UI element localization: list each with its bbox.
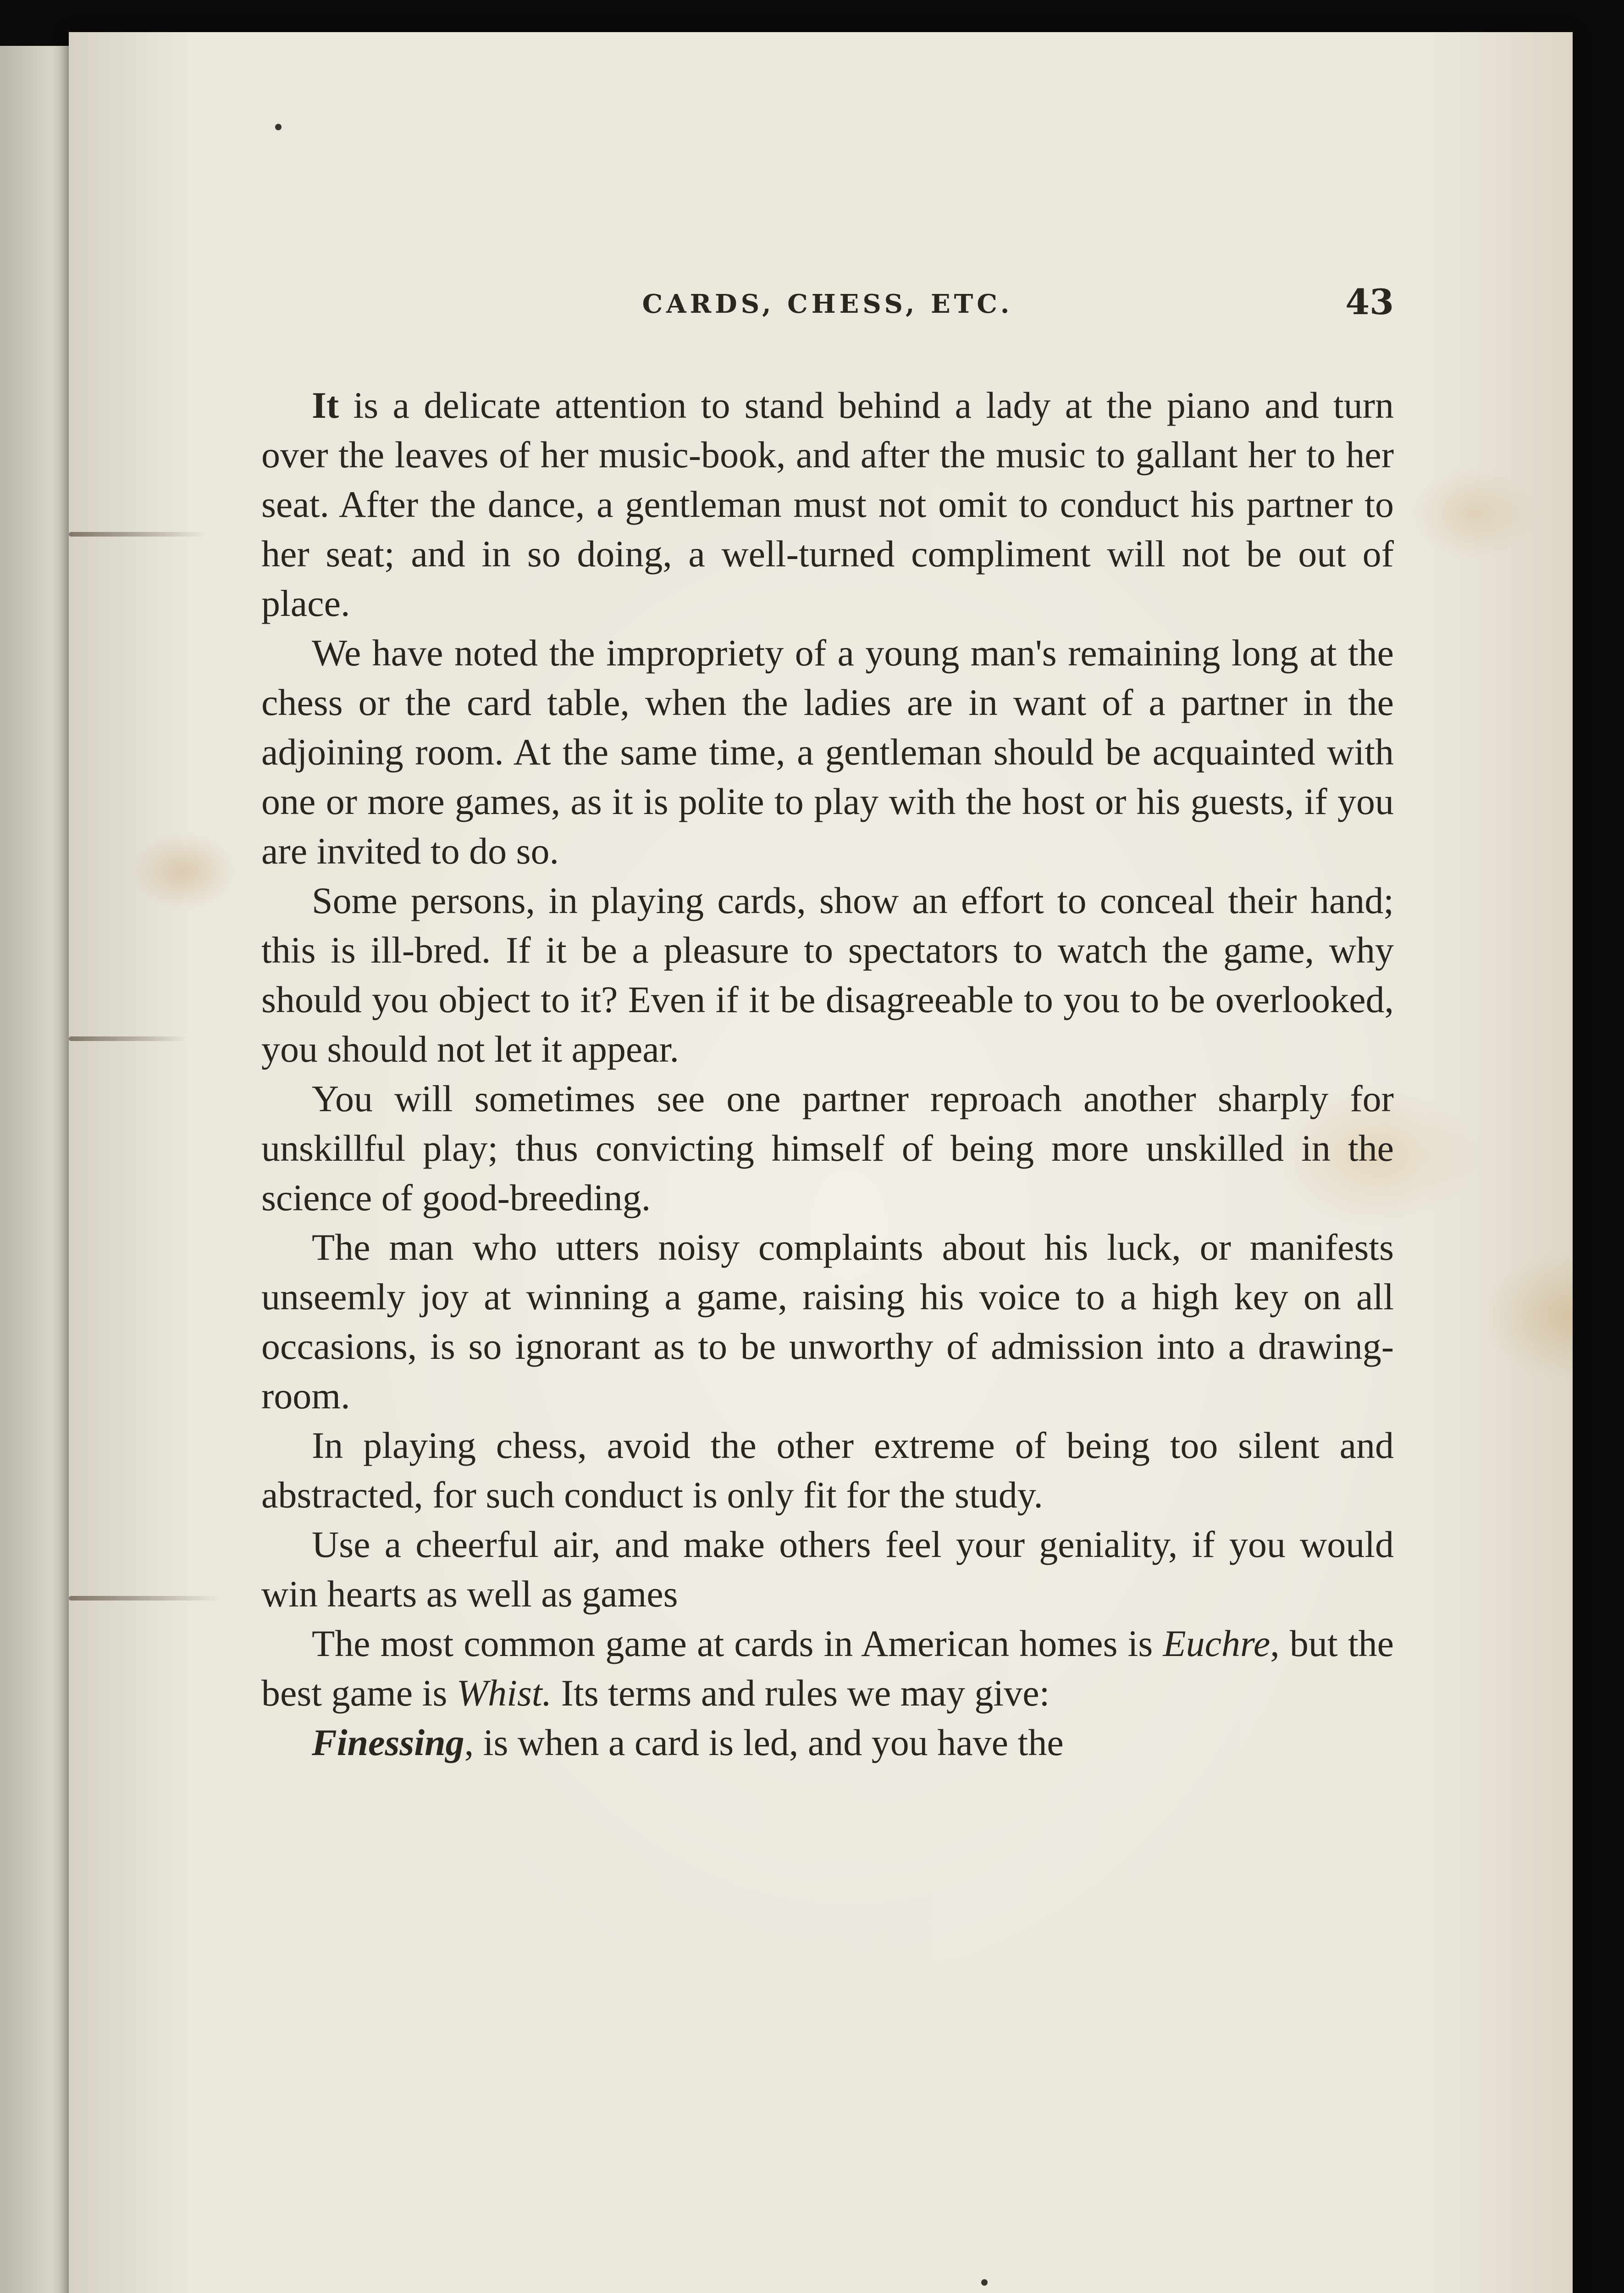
term-finessing: Finessing <box>312 1722 464 1763</box>
paragraph: In playing chess, avoid the other extreme of being too silent and abstracted, for such conduct is only fit for the study. <box>261 1424 1394 1516</box>
paragraph-text: The most common game at cards in American homes is <box>312 1623 1163 1664</box>
paragraph-text: , but the best game is <box>261 1623 1394 1714</box>
page-header <box>261 257 1394 335</box>
game-name-whist: Whist. <box>456 1672 552 1714</box>
paragraph-text: , is when a card is led, and you have the <box>464 1722 1064 1763</box>
page-crease <box>69 1596 220 1601</box>
paragraph-games <box>261 1619 1394 1718</box>
ink-speck <box>981 2279 988 2286</box>
paragraph: We have noted the impropriety of a young man's remaining long at the chess or the card table, when the ladies are in want of a partner in the adjoining room. At the same time, a gentleman should be acquainted with one or more games, as it is polite to play with the host or his guests, if you are invited to do so. <box>261 632 1394 872</box>
paragraph-text: is a delicate attention to stand behind a lady at the piano and turn over the leaves of her music-book, and after the music to gallant her to her seat. After the dance, a gentleman must not omit to conduct his partner to her seat; and in so doing, a well-turned compliment will not be out of place. <box>261 384 1394 624</box>
paragraph-finessing <box>261 1718 1394 1767</box>
paragraph: Use a cheerful air, and make others feel your geniality, if you would win hearts as well as games <box>261 1523 1394 1615</box>
body-text <box>261 381 1394 1767</box>
paragraph: You will sometimes see one partner reproach another sharply for unskillful play; thus convicting himself of being more unskilled in the science of good-breeding. <box>261 1078 1394 1219</box>
paragraph: The man who utters noisy complaints about his luck, or manifests unseemly joy at winning a game, raising his voice to a high key on all occasions, is so ignorant as to be unworthy of admission into a drawing-room. <box>261 1226 1394 1417</box>
paragraph-text: Its terms and rules we may give: <box>552 1672 1050 1714</box>
page-crease <box>69 532 206 537</box>
paragraph <box>261 381 1394 628</box>
page-crease <box>69 1036 188 1041</box>
running-head: CARDS, CHESS, ETC. <box>642 289 1013 319</box>
page-number: 43 <box>1345 282 1394 322</box>
paragraph: Some persons, in playing cards, show an effort to conceal their hand; this is ill-bred. If it be a pleasure to spectators to watch the game, why should you object to it? Even if it be disagreeable to you to be overlooked, you should not let it appear. <box>261 880 1394 1070</box>
lead-in-word: It <box>312 384 339 426</box>
game-name-euchre: Euchre <box>1163 1623 1270 1664</box>
ink-speck <box>275 124 282 130</box>
